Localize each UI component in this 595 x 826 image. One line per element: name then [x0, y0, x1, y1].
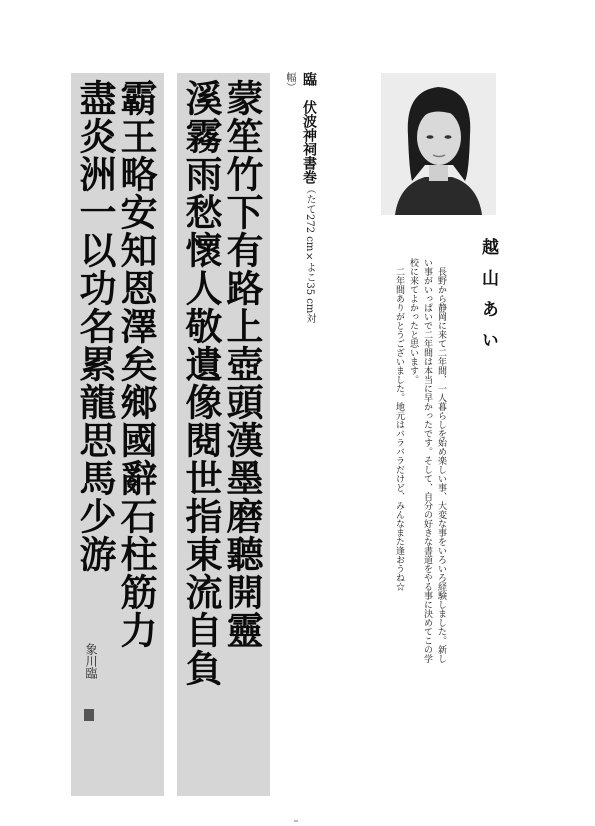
- work-title: [280, 72, 319, 332]
- calligraphy-column-1: 蒙笙竹下有路上壺頭漢墨磨聽開靈: [220, 79, 264, 649]
- portrait-image: [381, 73, 496, 215]
- calligraphy-scroll-right: [177, 73, 270, 796]
- work-title-main: 臨 伏波神祠書巻: [301, 72, 317, 184]
- calligraphy-column-4: 盡炎洲一以功名累龍思馬少游: [73, 79, 117, 573]
- work-size-note: （たて272 cm×よこ35 cm対幅）: [284, 72, 315, 324]
- author-name: 越山あい: [478, 238, 498, 362]
- calligraphy-column-2: 溪霧雨愁懷人敬遺像閱世指東流自負: [179, 79, 223, 687]
- calligraphy-column-3: 霸王略安知恩澤矣鄉國辭石柱筋力: [114, 79, 158, 649]
- artist-signature: 象川臨: [84, 643, 98, 679]
- calligraphy-scroll-left: [71, 73, 164, 796]
- essay: [392, 258, 448, 670]
- essay-paragraph: 長野から静岡に来て二年間、一人暮らしを始め楽しい事、大変な事をいろいろ経験しました。新しい事がいっぱいで二年間は本当に早かったです。そして、自分の好きな書道をやる事に決めてこの学校に来てよかったと思います。: [408, 258, 446, 663]
- seal-stamp: [84, 709, 94, 721]
- page-mark: [294, 820, 298, 822]
- author-photo: [381, 73, 496, 215]
- essay-paragraph: 二年間ありがとうございました。地元はバラバラだけど、みんなまた逢おうね☆: [394, 258, 404, 591]
